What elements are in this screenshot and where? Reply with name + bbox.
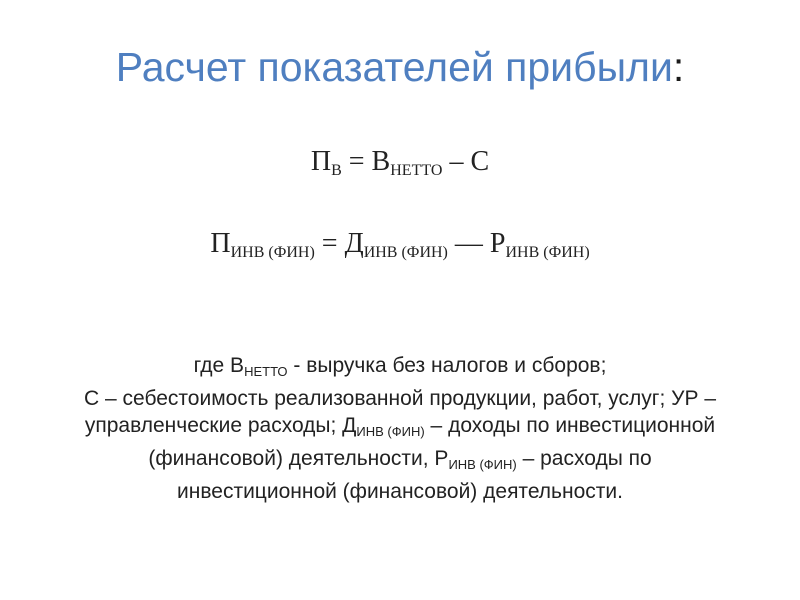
desc-l1-b: - выручка без налогов и сборов; xyxy=(287,354,607,377)
f2-d-sub: ИНВ (ФИН) xyxy=(363,244,448,261)
desc-l4-sub: ИНВ (ФИН) xyxy=(448,457,517,472)
title-colon: : xyxy=(672,44,685,90)
f1-v: В xyxy=(371,146,391,177)
desc-l3-sub: ИНВ (ФИН) xyxy=(356,424,425,439)
f2-r-sub: ИНВ (ФИН) xyxy=(505,244,590,261)
f2-p: П xyxy=(210,228,231,259)
f2-r: Р xyxy=(489,228,506,259)
f2-minus: — xyxy=(447,228,490,259)
desc-l1-a: где В xyxy=(193,354,245,377)
description xyxy=(0,352,800,505)
slide-title xyxy=(0,44,800,91)
f2-p-sub: ИНВ (ФИН) xyxy=(230,244,315,261)
desc-line-4 xyxy=(0,445,800,478)
f1-p: П xyxy=(310,146,332,177)
desc-line-5: инвестиционной (финансовой) деятельности. xyxy=(177,480,623,503)
f2-eq: = xyxy=(314,228,345,259)
title-text: Расчет показателей прибыли xyxy=(115,44,673,90)
f1-p-sub: В xyxy=(331,162,342,179)
desc-l3-b: – доходы по инвестиционной xyxy=(424,414,716,437)
desc-l1-sub: НЕТТО xyxy=(244,364,288,379)
formula-investment-profit xyxy=(0,228,800,262)
f1-v-sub: НЕТТО xyxy=(390,162,443,179)
desc-line-3 xyxy=(0,412,800,445)
desc-l4-a: (финансовой) деятельности, Р xyxy=(148,447,449,470)
desc-l3-a: управленческие расходы; Д xyxy=(84,414,357,437)
formula-gross-profit xyxy=(0,146,800,180)
f1-rest: – С xyxy=(442,146,490,177)
desc-line-1 xyxy=(0,352,800,385)
f1-eq: = xyxy=(341,146,372,177)
f2-d: Д xyxy=(344,228,364,259)
desc-l4-b: – расходы по xyxy=(516,447,652,470)
desc-line-2: С – себестоимость реализованной продукции, работ, услуг; УР – xyxy=(84,387,716,410)
